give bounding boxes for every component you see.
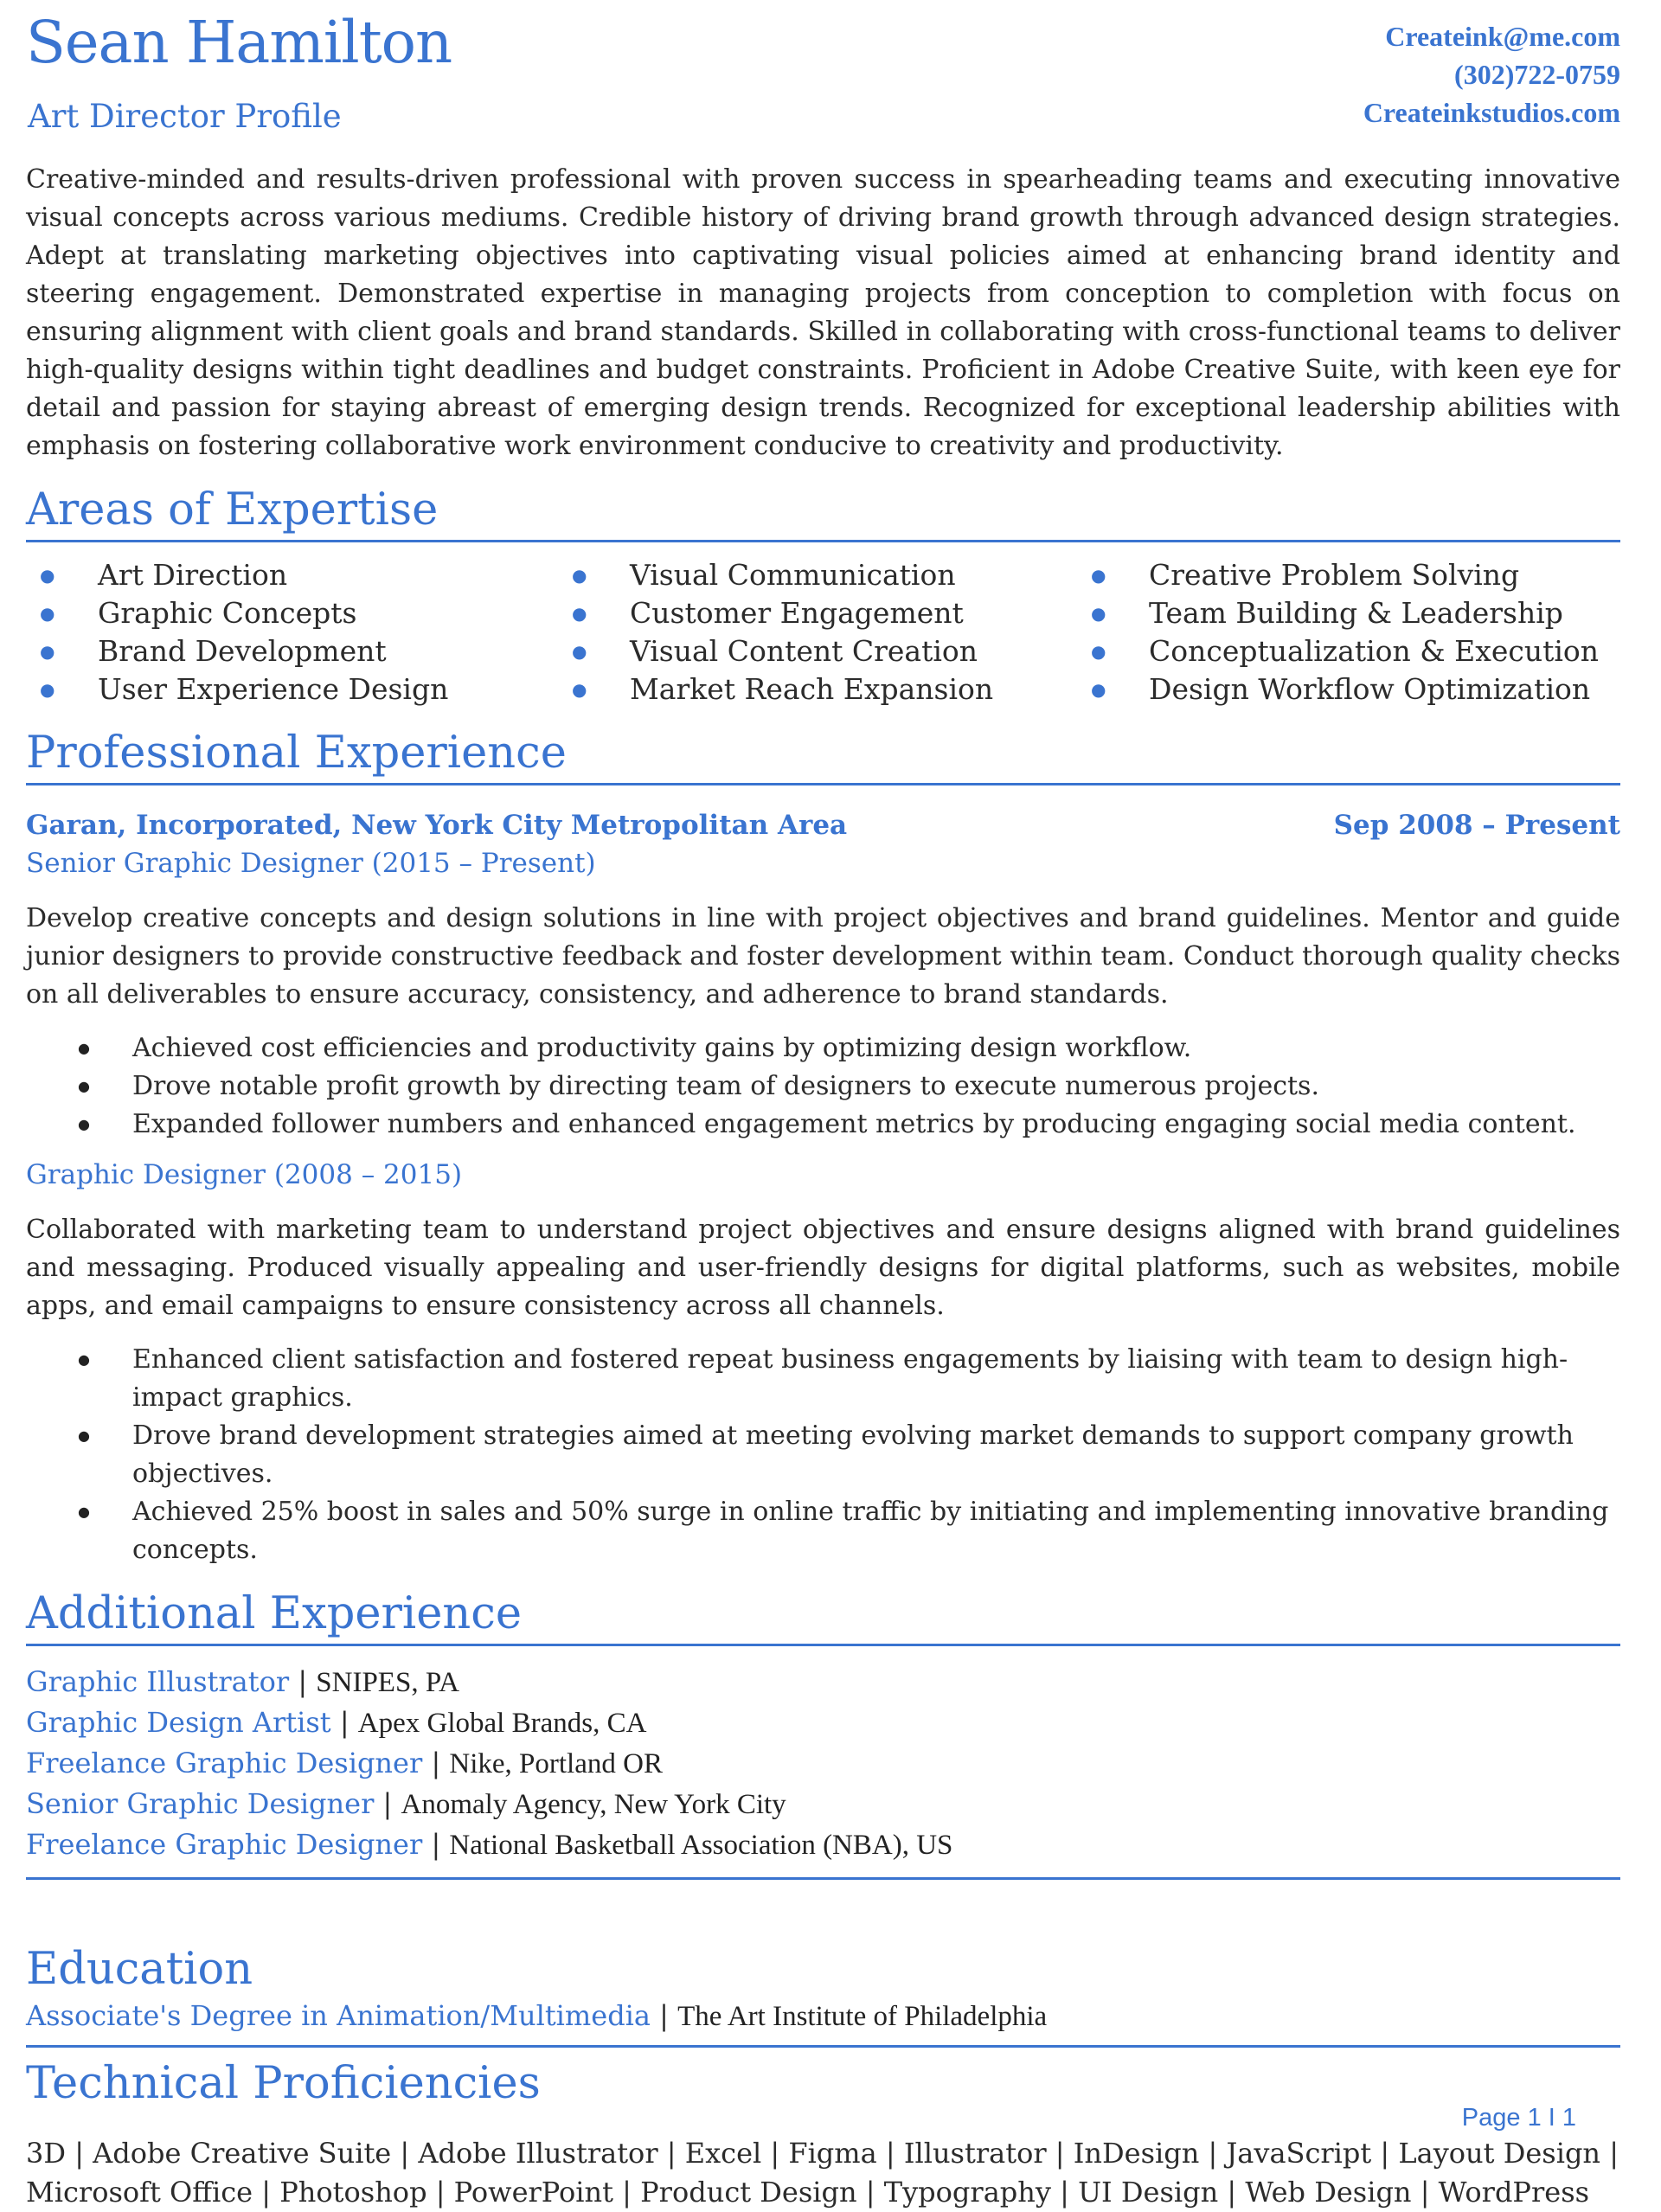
role-title-senior: Senior Graphic Designer (2015 – Present) [26, 848, 596, 879]
page-number: Page 1 I 1 [1461, 2104, 1576, 2132]
separator: | [422, 1828, 450, 1861]
separator: | [289, 1665, 317, 1698]
additional-item [26, 1662, 1620, 1702]
additional-role: Senior Graphic Designer [26, 1787, 375, 1820]
additional-role: Freelance Graphic Designer [26, 1747, 423, 1779]
additional-org: Nike, Portland OR [449, 1748, 663, 1779]
role-description-senior: Develop creative concepts and design solutions in line with project objectives and brand guidelines. Mentor and guide junior designers to provide constructive feedback and foster development within team. Conduct thorough quality checks on all deliverables to ensure accuracy, consistency, and adherence to brand standards. [26, 903, 1620, 1010]
education-entry [26, 1996, 1620, 2048]
job-dates: Sep 2008 – Present [1333, 810, 1620, 841]
profile-subtitle: Art Director Profile [28, 98, 342, 135]
additional-item [26, 1702, 1620, 1743]
expertise-column-3 [1077, 556, 1620, 708]
additional-role: Freelance Graphic Designer [26, 1828, 423, 1861]
expertise-item: ● Visual Communication [558, 556, 1077, 594]
role-description-graphic: Collaborated with marketing team to understand project objectives and ensure designs aligned with brand guidelines and messaging. Produced visually appealing and user-friendly designs for digital platforms, such as websites, mobile apps, and email campaigns to ensure consistency across all channels. [26, 1215, 1620, 1321]
section-title-additional: Additional Experience [26, 1588, 1620, 1646]
additional-org: SNIPES, PA [316, 1667, 459, 1698]
degree: Associate's Degree in Animation/Multimedia [26, 1999, 651, 2032]
section-title-expertise: Areas of Expertise [26, 484, 1620, 542]
expertise-column-1 [26, 556, 558, 708]
candidate-name: Sean Hamilton [26, 9, 452, 76]
additional-role: Graphic Design Artist [26, 1706, 331, 1739]
separator: | [330, 1706, 358, 1739]
additional-org: Apex Global Brands, CA [357, 1708, 647, 1739]
expertise-item: ● Brand Development [26, 632, 558, 670]
phone-number: (302)722-0759 [1454, 59, 1620, 90]
expertise-item: ● Conceptualization & Execution [1077, 632, 1620, 670]
technical-skills: 3D | Adobe Creative Suite | Adobe Illustrator | Excel | Figma | Illustrator | InDesign | JavaScript | Layout Design | Microsoft Office | Photoshop | PowerPoint | Product Design | Typography | UI Design | Web Design | WordPress [26, 2137, 1619, 2209]
achievement-item: ● Achieved 25% boost in sales and 50% surge in online traffic by initiating and implementing innovative branding concepts. [26, 1493, 1620, 1569]
additional-item [26, 1784, 1620, 1824]
achievement-item: ● Achieved cost efficiencies and productivity gains by optimizing design workflow. [26, 1029, 1620, 1068]
additional-org: Anomaly Agency, New York City [401, 1789, 786, 1820]
achievement-item: ● Drove brand development strategies aimed at meeting evolving market demands to support company growth objectives. [26, 1417, 1620, 1493]
separator: | [422, 1747, 450, 1779]
expertise-item: ● Market Reach Expansion [558, 670, 1077, 708]
additional-item [26, 1743, 1620, 1784]
additional-org: National Basketball Association (NBA), US [449, 1830, 953, 1861]
achievement-item: ● Expanded follower numbers and enhanced engagement metrics by producing engaging social media content. [26, 1106, 1620, 1144]
expertise-column-2 [558, 556, 1077, 708]
achievements-graphic [26, 1341, 1620, 1569]
expertise-item: ● Creative Problem Solving [1077, 556, 1620, 594]
role-title-graphic: Graphic Designer (2008 – 2015) [26, 1159, 463, 1190]
summary-paragraph: Creative-minded and results-driven professional with proven success in spearheading teams and executing innovative visual concepts across various mediums. Credible history of driving brand growth through advanced design strategies. Adept at translating marketing objectives into captivating visual policies aimed at enhancing brand identity and steering engagement. Demonstrated expertise in managing projects from conception to completion with focus on ensuring alignment with client goals and brand standards. Skilled in collaborating with cross-functional teams to deliver high-quality designs within tight deadlines and budget constraints. Proficient in Adobe Creative Suite, with keen eye for detail and passion for staying abreast of emerging design trends. Recognized for exceptional leadership abilities with emphasis on fostering collaborative work environment conducive to creativity and productivity. [26, 164, 1620, 461]
school: The Art Institute of Philadelphia [677, 2001, 1048, 2032]
separator: | [650, 1999, 678, 2032]
expertise-item: ● Art Direction [26, 556, 558, 594]
achievements-senior [26, 1029, 1620, 1144]
header [26, 7, 1620, 145]
expertise-item: ● Visual Content Creation [558, 632, 1077, 670]
job-header [26, 806, 1620, 844]
expertise-item: ● Graphic Concepts [26, 594, 558, 632]
achievement-item: ● Enhanced client satisfaction and fostered repeat business engagements by liaising with team to design high-impact graphics. [26, 1341, 1620, 1417]
expertise-grid [26, 556, 1620, 708]
company-name: Garan, Incorporated, New York City Metropolitan Area [26, 810, 848, 841]
section-title-technical: Technical Proficiencies [26, 2058, 541, 2109]
expertise-item: ● Team Building & Leadership [1077, 594, 1620, 632]
additional-experience-list [26, 1662, 1620, 1880]
email-link[interactable]: Createink@me.com [1385, 21, 1620, 52]
website-link[interactable]: Createinkstudios.com [1363, 97, 1620, 128]
separator: | [374, 1787, 401, 1820]
additional-role: Graphic Illustrator [26, 1665, 290, 1698]
expertise-item: ● Customer Engagement [558, 594, 1077, 632]
expertise-item: ● User Experience Design [26, 670, 558, 708]
additional-item [26, 1824, 1620, 1865]
contact-block [1363, 17, 1620, 131]
achievement-item: ● Drove notable profit growth by directing team of designers to execute numerous projects. [26, 1068, 1620, 1106]
section-title-experience: Professional Experience [26, 728, 1620, 785]
section-title-education: Education [26, 1944, 253, 1995]
expertise-item: ● Design Workflow Optimization [1077, 670, 1620, 708]
